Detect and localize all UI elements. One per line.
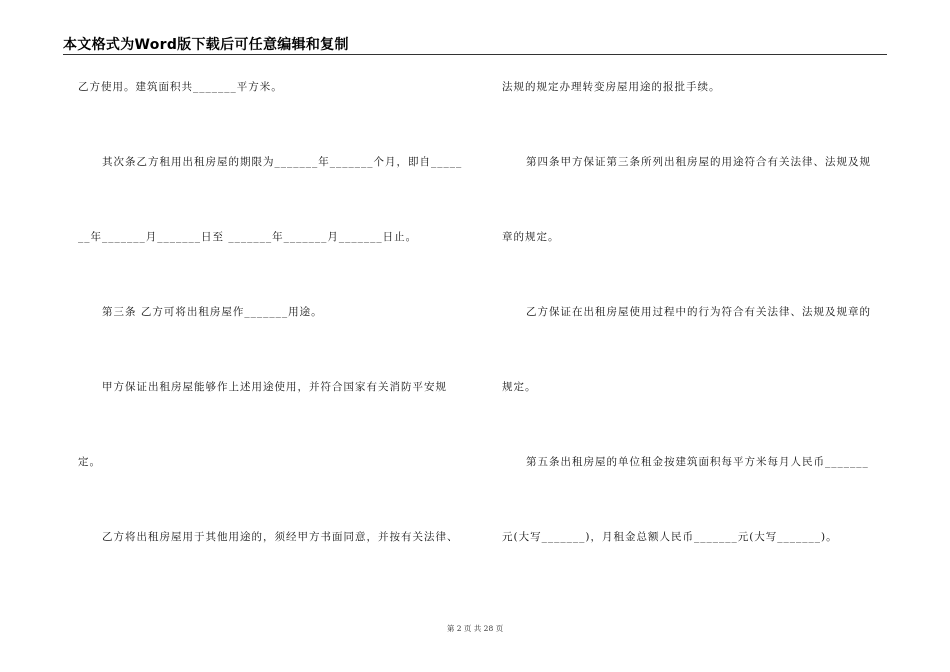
- paragraph-line: 第五条出租房屋的单位租金按建筑面积每平方米每月人民币_______: [526, 456, 869, 468]
- paragraph-line: 第三条 乙方可将出租房屋作_______用途。: [102, 306, 323, 318]
- paragraph-line: 乙方保证在出租房屋使用过程中的行为符合有关法律、法规及规章的: [526, 306, 871, 318]
- paragraph-line: 元(大写_______)，月租金总额人民币_______元(大写_______)。: [502, 531, 838, 543]
- paragraph-line: 第四条甲方保证第三条所列出租房屋的用途符合有关法律、法规及规: [526, 156, 871, 168]
- paragraph-line: 章的规定。: [502, 231, 560, 243]
- page-number: 第 2 页 共 28 页: [446, 624, 504, 633]
- paragraph-line: 乙方将出租房屋用于其他用途的，须经甲方书面同意，并按有关法律、: [102, 531, 459, 543]
- document-title: 本文格式为Word版下载后可任意编辑和复制: [63, 37, 349, 53]
- paragraph-line: 甲方保证出租房屋能够作上述用途使用，并符合国家有关消防平安规: [102, 381, 447, 393]
- page-header: [63, 34, 887, 55]
- paragraph-line: 法规的规定办理转变房屋用途的报批手续。: [502, 81, 721, 93]
- paragraph-line: __年_______月_______日至 _______年_______月_______日止。: [78, 231, 418, 243]
- paragraph-line: 定。: [78, 456, 101, 468]
- paragraph-line: 其次条乙方租用出租房屋的期限为_______年_______个月，即自_____: [102, 156, 463, 168]
- paragraph-line: 乙方使用。建筑面积共_______平方米。: [78, 81, 283, 93]
- paragraph-line: 规定。: [502, 381, 537, 393]
